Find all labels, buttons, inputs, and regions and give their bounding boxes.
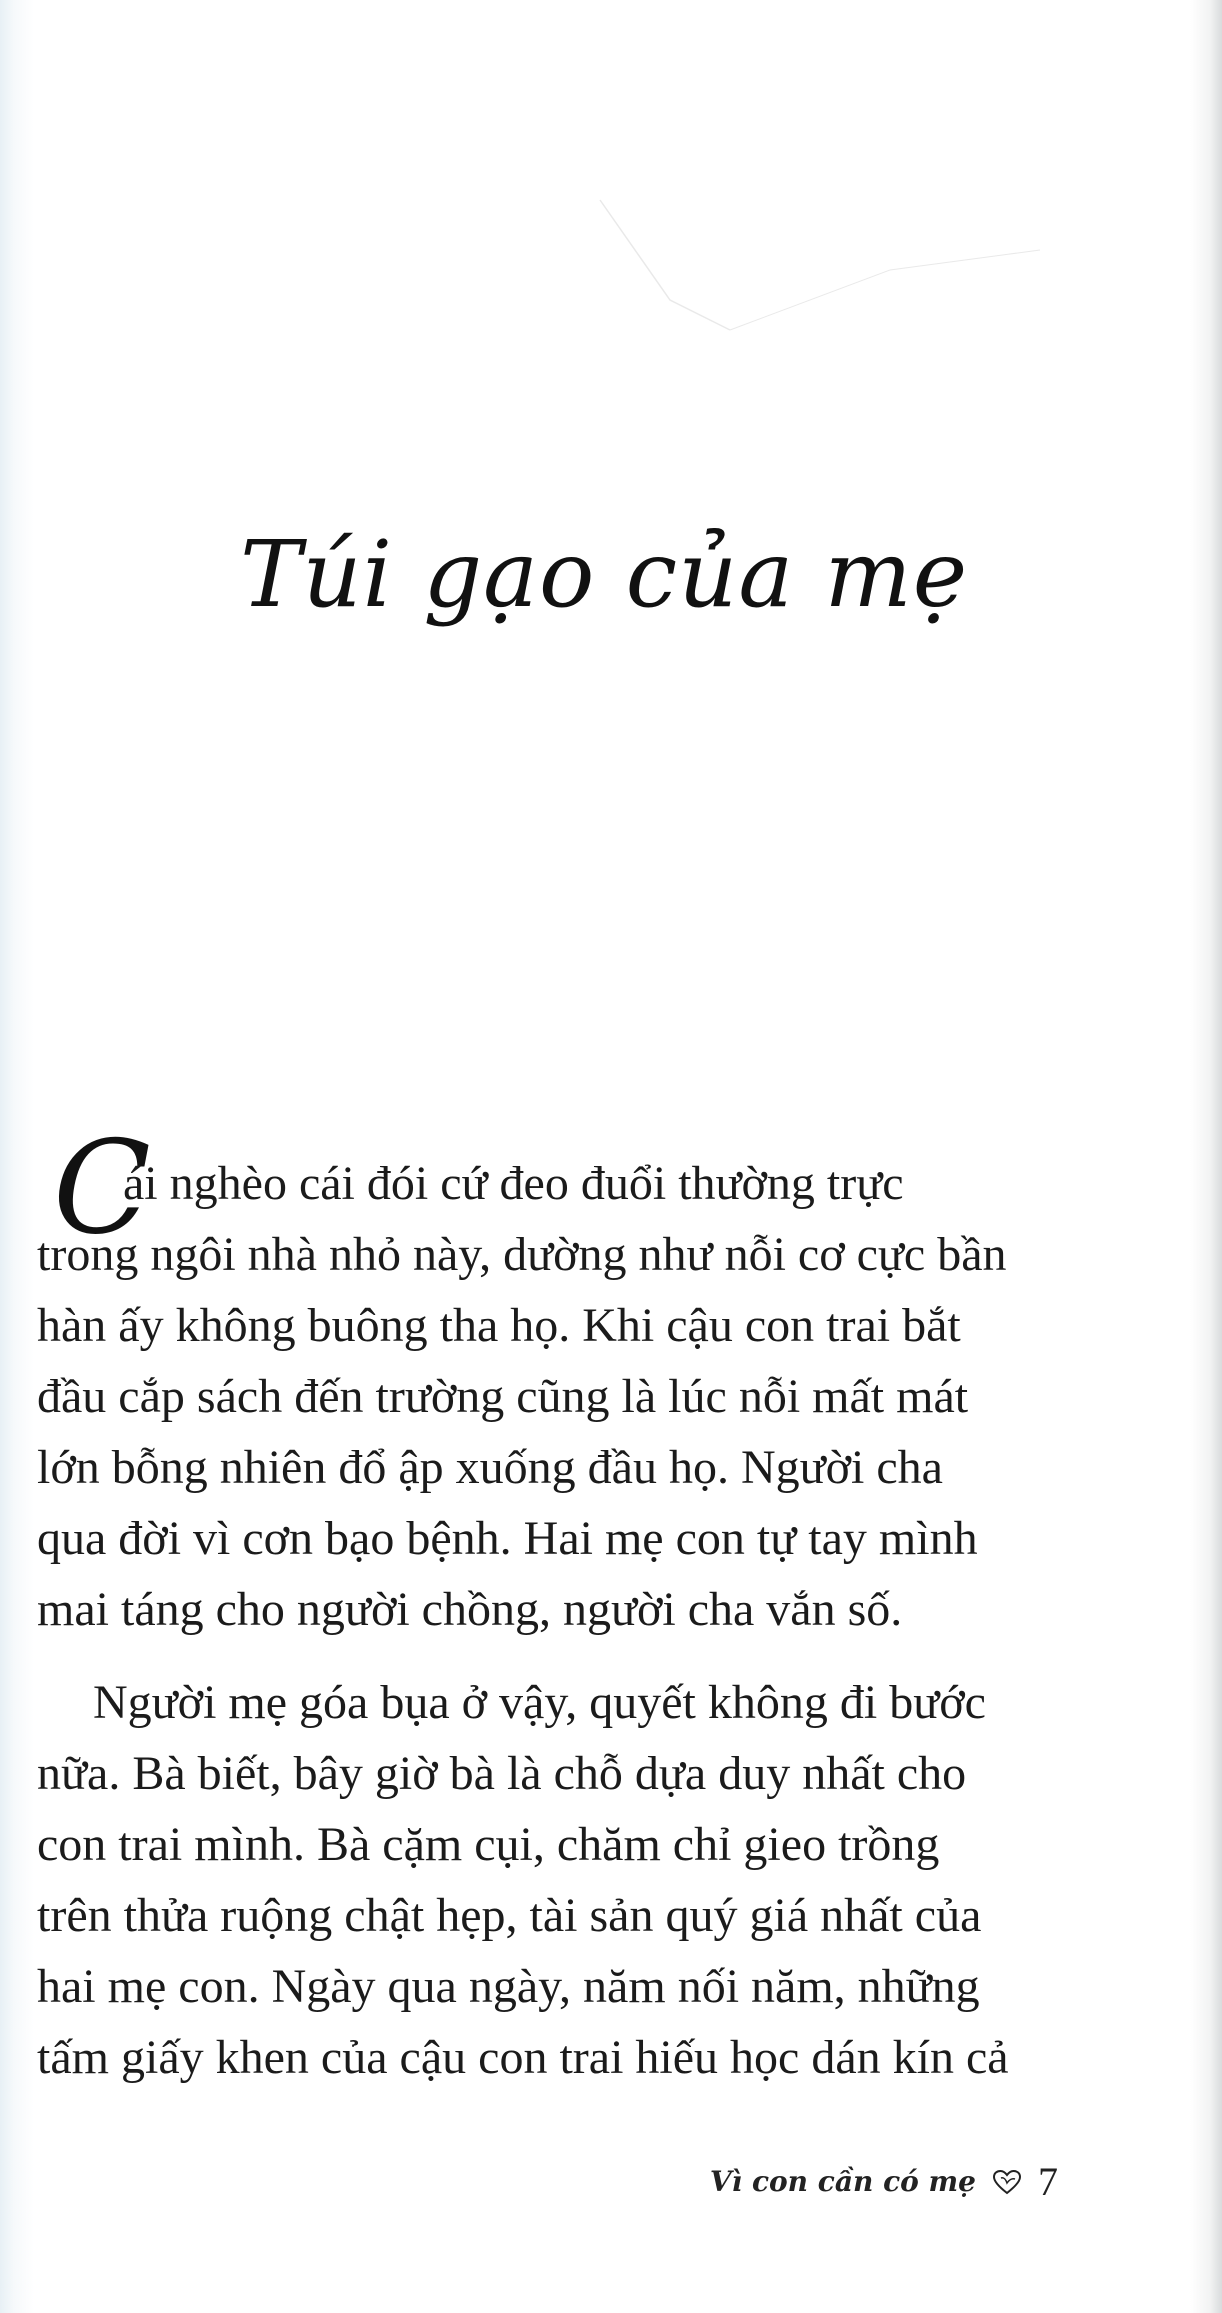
text-line: hàn ấy không buông tha họ. Khi cậu con trai bắt <box>37 1299 961 1352</box>
paper-crease-mark <box>560 180 1060 380</box>
page-number: 7 <box>1038 2159 1058 2204</box>
running-title: Vì con cần có mẹ <box>709 2165 976 2198</box>
text-line: mai táng cho người chồng, người cha vắn số. <box>37 1583 903 1636</box>
text-line: hai mẹ con. Ngày qua ngày, năm nối năm, những <box>37 1960 980 2013</box>
text-line: nữa. Bà biết, bây giờ bà là chỗ dựa duy nhất cho <box>37 1747 967 1800</box>
page-footer <box>710 2158 1058 2205</box>
text-line: Người mẹ góa bụa ở vậy, quyết không đi bước <box>93 1676 986 1729</box>
heart-ornament-icon <box>992 2169 1022 2195</box>
text-line: lớn bỗng nhiên đổ ập xuống đầu họ. Người cha <box>37 1441 943 1494</box>
text-line: đầu cắp sách đến trường cũng là lúc nỗi mất mát <box>37 1370 969 1423</box>
text-line: qua đời vì cơn bạo bệnh. Hai mẹ con tự tay mình <box>37 1512 978 1565</box>
drop-cap-letter: C <box>53 1114 151 1263</box>
text-line: ái nghèo cái đói cứ đeo đuổi thường trực <box>123 1157 904 1210</box>
text-line: trong ngôi nhà nhỏ này, dường như nỗi cơ cực bần <box>37 1228 1007 1281</box>
text-line: con trai mình. Bà cặm cụi, chăm chỉ gieo trồng <box>37 1818 940 1871</box>
text-line: trên thửa ruộng chật hẹp, tài sản quý giá nhất của <box>37 1889 982 1942</box>
text-line: tấm giấy khen của cậu con trai hiếu học dán kín cả <box>37 2031 1009 2084</box>
paragraph-1 <box>37 1148 1052 1645</box>
paragraph-2 <box>37 1667 1052 2093</box>
body-text <box>37 1148 1052 2093</box>
chapter-title: Túi gạo của mẹ <box>240 521 969 628</box>
